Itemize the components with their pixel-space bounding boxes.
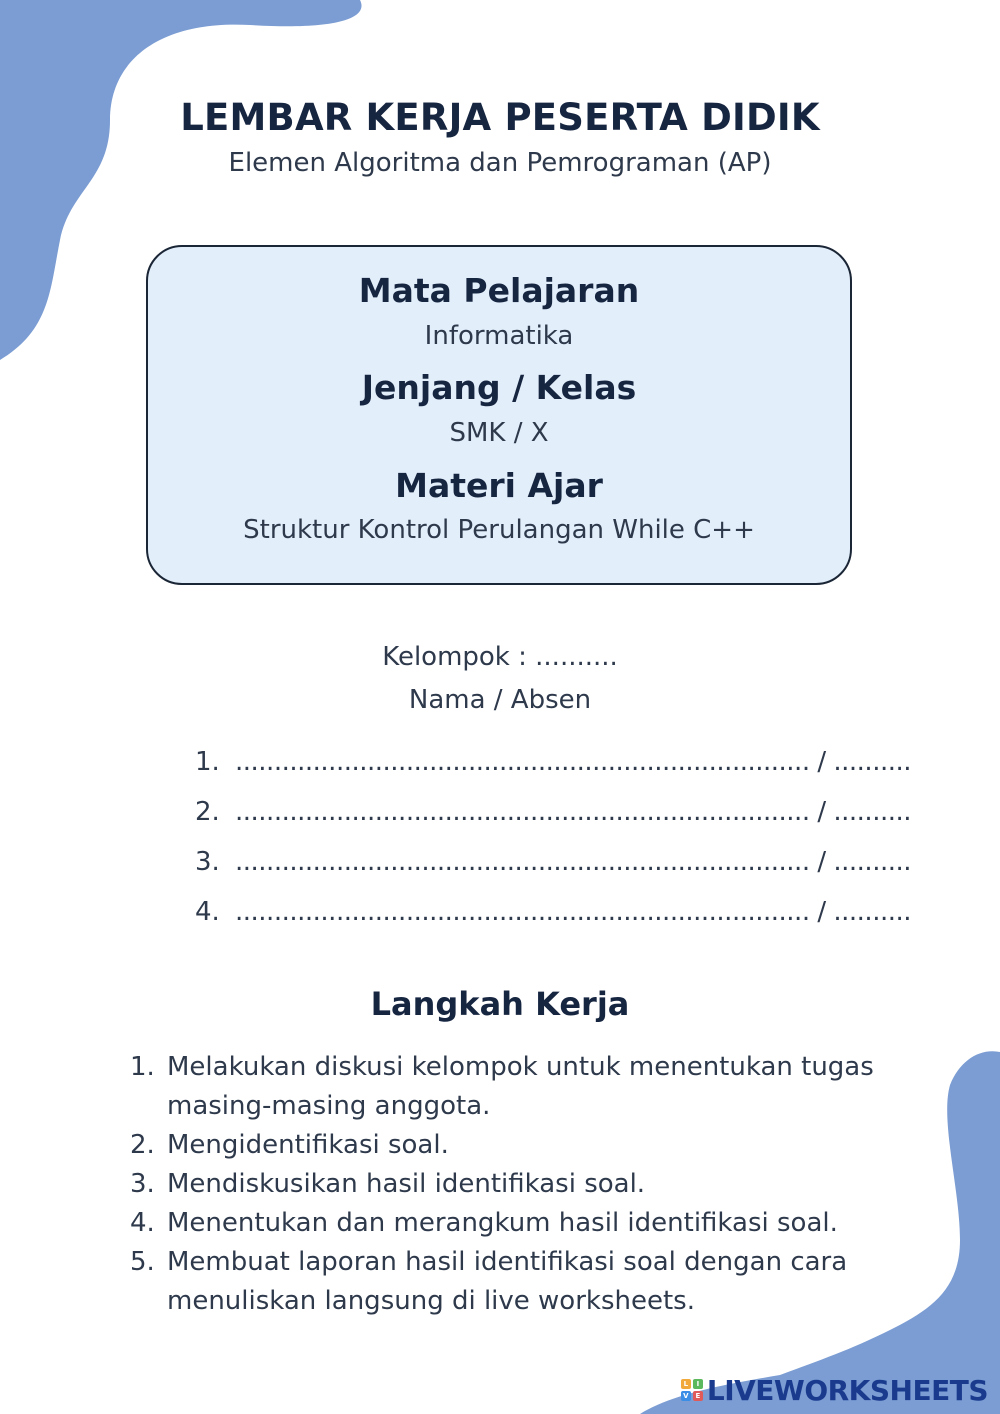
step-number: 3. <box>130 1169 155 1199</box>
step-text: Mengidentifikasi soal. <box>167 1130 449 1160</box>
member-name-field[interactable]: .......................................................................... / .......... <box>235 897 912 927</box>
steps-list <box>130 1048 890 1321</box>
liveworksheets-logo-icon: L I V E <box>680 1378 704 1402</box>
step-item-1 <box>130 1048 890 1126</box>
member-number: 2. <box>195 797 220 827</box>
material-value: Struktur Kontrol Perulangan While C++ <box>243 515 755 545</box>
member-name-field[interactable]: .......................................................................... / .......... <box>235 797 912 827</box>
page-title: LEMBAR KERJA PESERTA DIDIK <box>180 96 820 139</box>
member-number: 1. <box>195 747 220 777</box>
members-label: Nama / Absen <box>408 685 592 715</box>
step-text: Melakukan diskusi kelompok untuk menentukan tugas masing-masing anggota. <box>167 1052 874 1121</box>
level-value: SMK / X <box>449 418 549 448</box>
step-item-2 <box>130 1126 890 1165</box>
member-number: 3. <box>195 847 220 877</box>
liveworksheets-brand <box>680 1372 988 1408</box>
brand-name: LIVEWORKSHEETS <box>706 1373 988 1407</box>
member-name-field[interactable]: .......................................................................... / .......... <box>235 847 912 877</box>
step-item-4 <box>130 1204 890 1243</box>
step-number: 1. <box>130 1052 155 1082</box>
step-text: Mendiskusikan hasil identifikasi soal. <box>167 1169 646 1199</box>
member-name-field[interactable]: .......................................................................... / .......... <box>235 747 912 777</box>
step-text: Membuat laporan hasil identifikasi soal dengan cara menuliskan langsung di live worksheets. <box>167 1247 848 1316</box>
steps-title: Langkah Kerja <box>370 985 630 1023</box>
step-number: 5. <box>130 1247 155 1277</box>
subject-info-box <box>146 245 852 585</box>
subject-label: Mata Pelajaran <box>358 271 640 310</box>
step-item-3 <box>130 1165 890 1204</box>
group-field[interactable]: Kelompok : .......... <box>382 642 618 672</box>
step-text: Menentukan dan merangkum hasil identifikasi soal. <box>167 1208 838 1238</box>
member-number: 4. <box>195 897 220 927</box>
step-number: 4. <box>130 1208 155 1238</box>
step-number: 2. <box>130 1130 155 1160</box>
level-label: Jenjang / Kelas <box>361 368 637 407</box>
page-subtitle: Elemen Algoritma dan Pemrograman (AP) <box>228 148 772 178</box>
material-label: Materi Ajar <box>395 466 603 505</box>
subject-value: Informatika <box>424 321 574 351</box>
step-item-5 <box>130 1243 890 1321</box>
